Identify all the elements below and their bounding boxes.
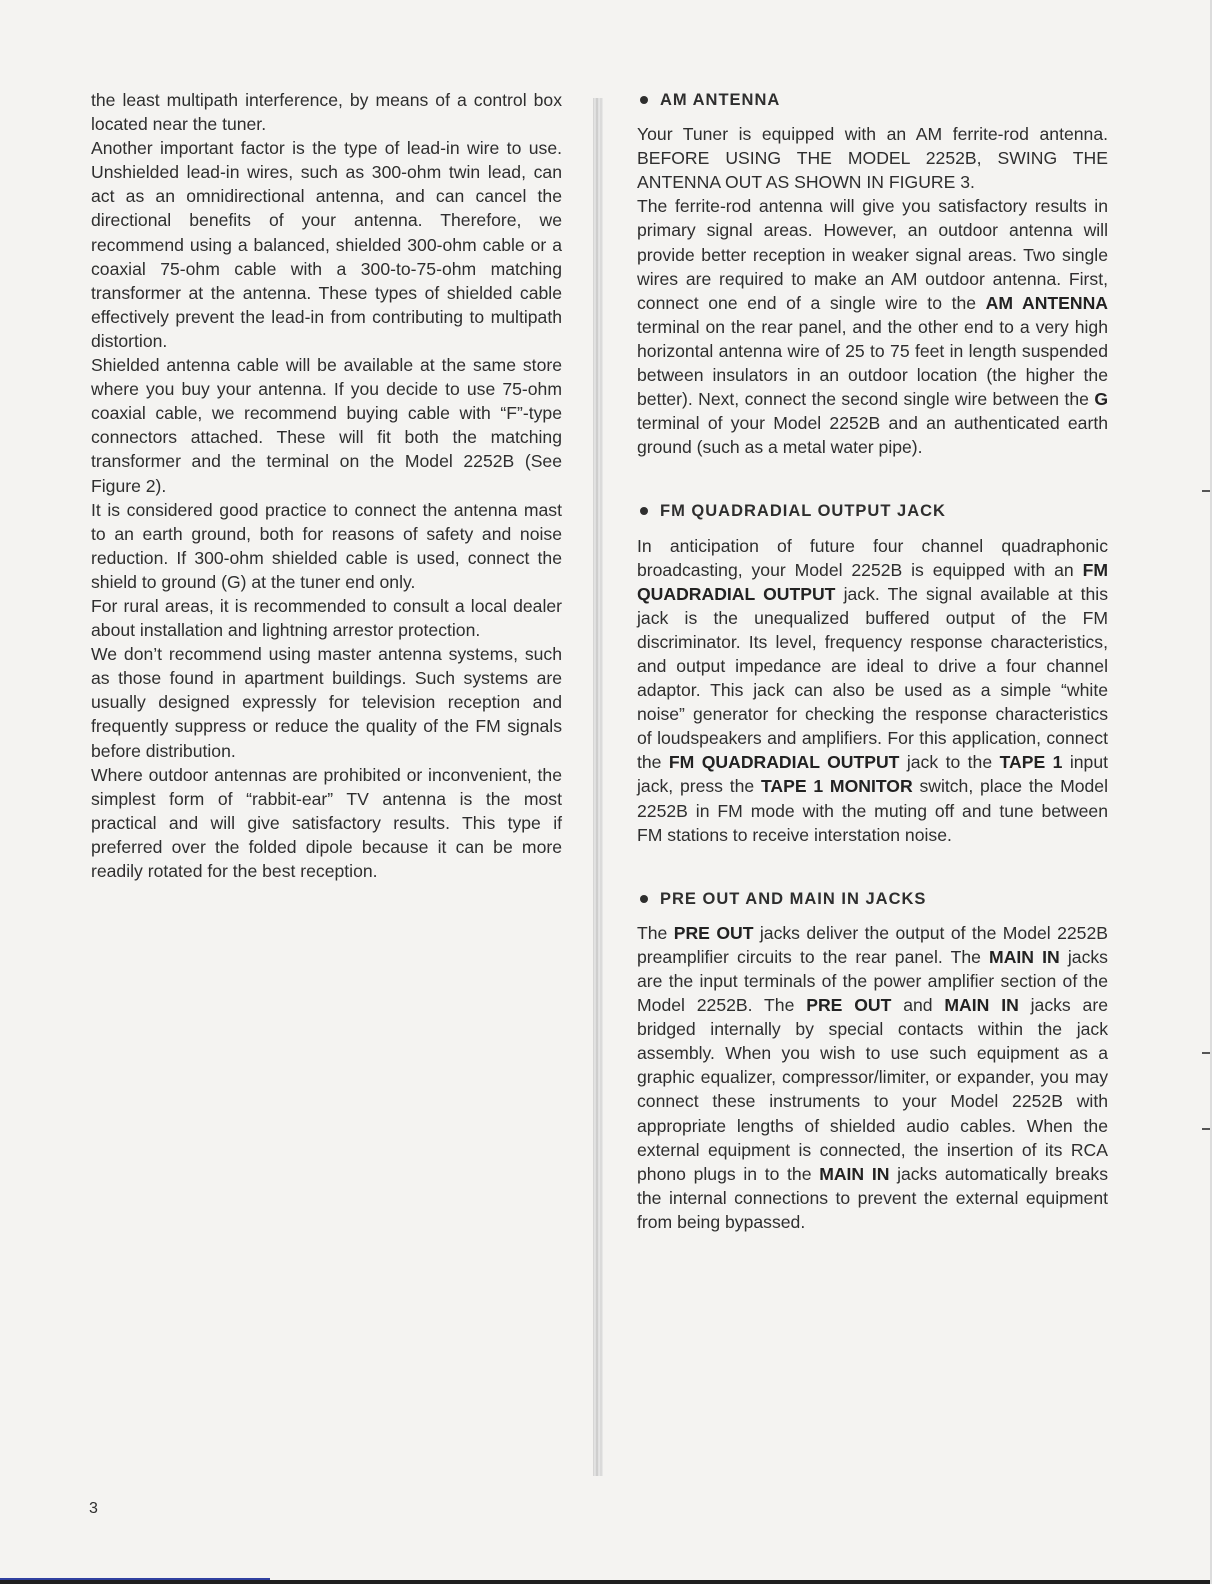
edge-mark [1202,1052,1210,1054]
paragraph-lead-in-wire: Another important factor is the type of lead-in wire to use. Unshielded lead-in wires, such as 300-ohm twin lead, can act as an omnidirectional antenna, and can cancel the directional benefits of your antenna. Therefore, we recommend using a balanced, shielded 300-ohm cable or a coaxial 75-ohm cable with a 300-to-75-ohm matching transformer at the antenna. These types of shielded cable effectively prevent the lead-in from contributing to multipath distortion. [91,138,562,351]
pre-out-main-in-heading-text: PRE OUT AND MAIN IN JACKS [660,889,927,908]
bullet-icon [640,507,648,515]
paragraph-shielded-cable: Shielded antenna cable will be available at the same store where you buy your antenna. If you decide to use 75-ohm coaxial cable, we recommend buying cable with “F”-type connectors attached. These will fit both the matching transformer and the terminal on the Model 2252B (See Figure 2). [91,355,562,496]
right-column [637,88,1108,1234]
paragraph-multipath-continued: the least multipath interference, by means of a control box located near the tuner. [91,90,562,135]
fm-quadradial-heading [637,499,1108,523]
bullet-icon [640,895,648,903]
am-antenna-heading-text: AM ANTENNA [660,91,781,109]
edge-mark [1202,1128,1210,1130]
paragraph-rabbit-ear: Where outdoor antennas are prohibited or inconvenient, the simplest form of “rabbit-ear” TV antenna is the most practical and will give satisfactory results. This type if preferred over the folded dipole because it can be more readily rotated for the best reception. [91,764,562,881]
paragraph-rural-areas: For rural areas, it is recommended to consult a local dealer about installation and lightning arrestor protection. [91,595,562,641]
pre-out-main-in-paragraph: The PRE OUT jacks deliver the output of the Model 2252B preamplifier circuits to the rear panel. The MAIN IN jacks are the input terminals of the power amplifier section of the Model 2252B. The PRE OUT and MAIN IN jacks are bridged internally by special contacts within the jack assembly. When you wish to use such equipment as a graphic equalizer, compressor/limiter, or expander, you may connect these instruments to your Model 2252B with appropriate lengths of shielded audio cables. When the external equipment is connected, the insertion of its RCA phono plugs in to the MAIN IN jacks automatically breaks the internal connections to prevent the external equipment from being bypassed. [637,922,1109,1232]
paragraph-master-antenna: We don’t recommend using master antenna systems, such as those found in apartment buildings. Such systems are usually designed expressly for television reception and frequently suppress or reduce the quality of the FM signals before distribution. [91,644,562,761]
edge-mark [1202,490,1210,492]
bottom-edge [0,1580,1210,1584]
am-antenna-heading [637,88,1108,112]
page-number: 3 [89,1500,98,1517]
bullet-icon [640,96,648,104]
left-column [91,88,562,883]
fm-quadradial-paragraph: In anticipation of future four channel quadraphonic broadcasting, your Model 2252B is equipped with an FM QUADRADIAL OUTPUT jack. The signal available at this jack is the unequalized buffered output of the FM discriminator. Its level, frequency response characteristics, and output impedance are ideal to drive a four channel adaptor. This jack can also be used as a simple “white noise” generator for checking the response characteristics of loudspeakers and amplifiers. For this application, connect the FM QUADRADIAL OUTPUT jack to the TAPE 1 input jack, press the TAPE 1 MONITOR switch, place the Model 2252B in FM mode with the muting off and tune between FM stations to receive interstation noise. [637,535,1108,845]
pre-out-main-in-heading [637,887,1108,911]
am-antenna-paragraph-1: Your Tuner is equipped with an AM ferrite-rod antenna. BEFORE USING THE MODEL 2252B, SWING THE ANTENNA OUT AS SHOWN IN FIGURE 3. [637,124,1108,193]
fm-quadradial-heading-text: FM QUADRADIAL OUTPUT JACK [660,502,946,521]
paragraph-earth-ground: It is considered good practice to connect the antenna mast to an earth ground, both for reasons of safety and noise reduction. If 300-ohm shielded cable is used, connect the shield to ground (G) at the tuner end only. [91,499,562,592]
am-antenna-paragraph-2: The ferrite-rod antenna will give you satisfactory results in primary signal areas. However, an outdoor antenna will provide better reception in weaker signal areas. Two single wires are required to make an AM outdoor antenna. First, connect one end of a single wire to the AM ANTENNA terminal on the rear panel, and the other end to a very high horizontal antenna wire of 25 to 75 feet in length suspended between insulators in an outdoor location (the higher the better). Next, connect the second single wire between the G terminal of your Model 2252B and an authenticated earth ground (such as a metal water pipe). [637,196,1109,458]
column-divider [593,98,603,1476]
